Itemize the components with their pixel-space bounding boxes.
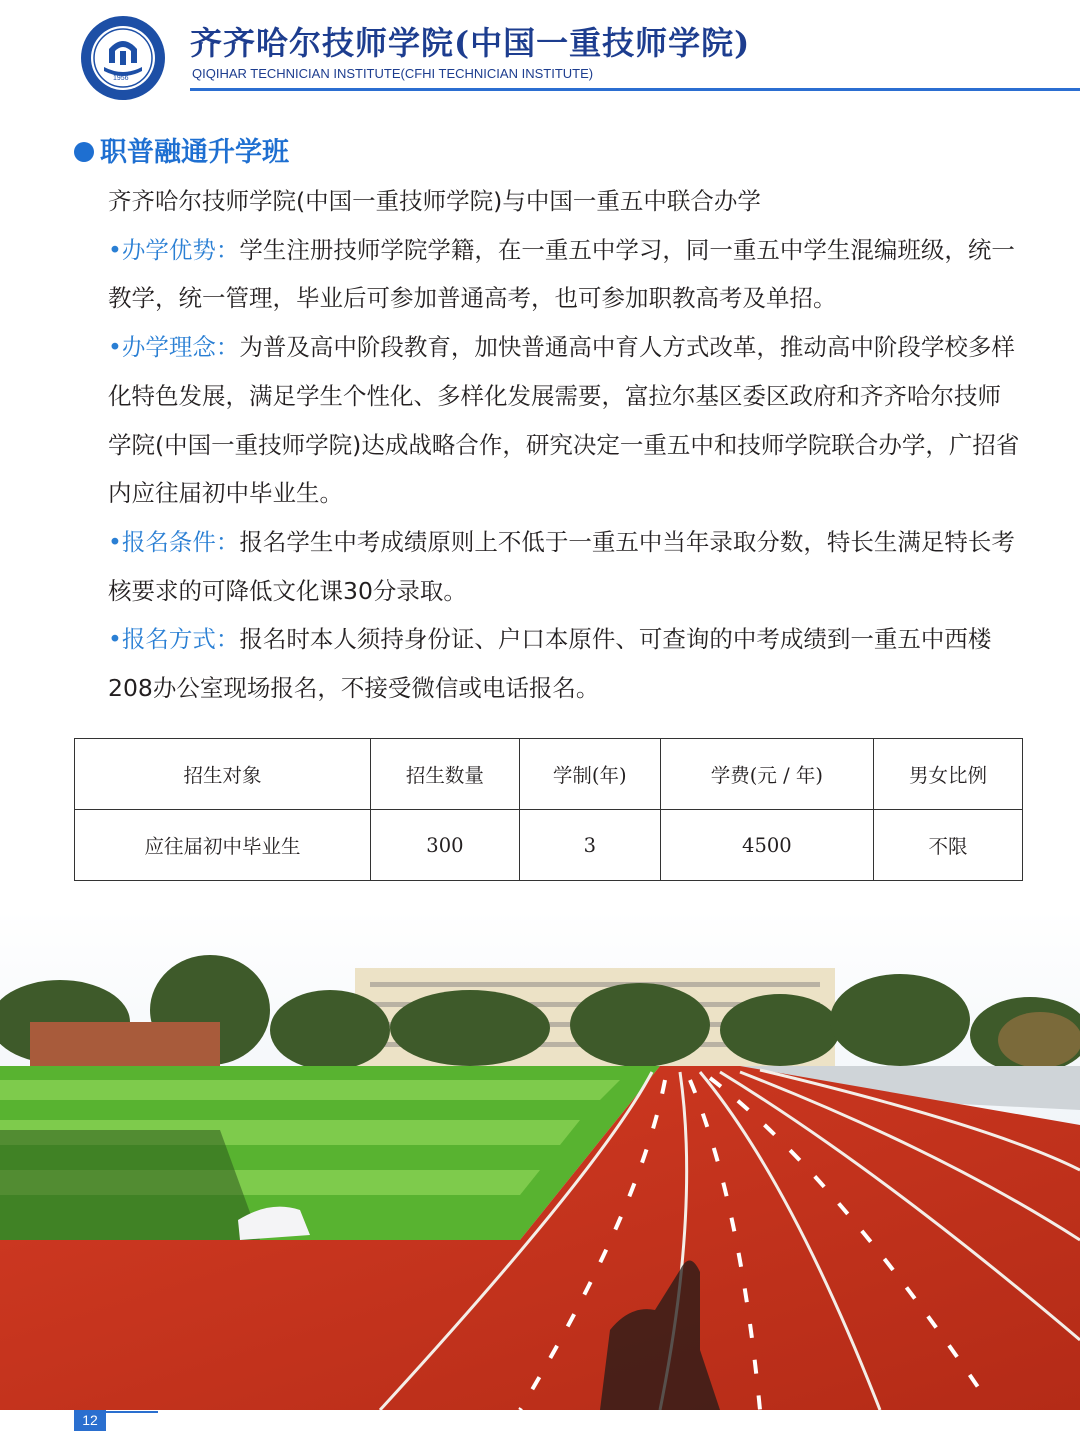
- text-philosophy: 为普及高中阶段教育，加快普通高中育人方式改革，推动高中阶段学校多样化特色发展，满足学生个性化、多样化发展需要，富拉尔基区委区政府和齐齐哈尔技师学院(中国一重技师学院)达成战略合作，研究决定一重五中和技师学院联合办学，广招省内应往届初中毕业生。: [108, 333, 1020, 508]
- label-philosophy: •办学理念：: [108, 333, 240, 362]
- header-divider: [190, 88, 1080, 91]
- table-header-row: [75, 739, 1023, 810]
- paragraph-conditions: [68, 518, 1020, 615]
- text-conditions: 报名学生中考成绩原则上不低于一重五中当年录取分数，特长生满足特长考核要求的可降低文化课30分录取。: [108, 527, 1015, 605]
- label-conditions: •报名条件：: [108, 527, 240, 556]
- page-number-line: [106, 1411, 158, 1413]
- section-title: [74, 130, 289, 169]
- school-name-en: QIQIHAR TECHNICIAN INSTITUTE(CFHI TECHNICIAN INSTITUTE): [192, 66, 594, 81]
- label-advantage: •办学优势：: [108, 235, 240, 264]
- table-cell: 3: [519, 810, 660, 881]
- intro-paragraph: 齐齐哈尔技师学院(中国一重技师学院)与中国一重五中联合办学: [108, 187, 761, 215]
- page-number: 12: [74, 1410, 106, 1431]
- school-logo-icon: [80, 15, 166, 101]
- label-method: •报名方式：: [108, 625, 240, 654]
- paragraph-advantage: [68, 226, 1020, 323]
- table-row: [75, 810, 1023, 881]
- table-cell: 应往届初中毕业生: [75, 810, 371, 881]
- sports-field-photo: [0, 910, 1080, 1410]
- section-title-text: 职普融通升学班: [100, 137, 289, 168]
- table-cell: 300: [370, 810, 519, 881]
- logo-year: 1956: [113, 75, 129, 82]
- bullet-icon: [74, 142, 94, 162]
- table-header-cell: 学制(年): [519, 739, 660, 810]
- table-header-cell: 学费(元 / 年): [660, 739, 873, 810]
- paragraph-philosophy: [68, 323, 1020, 518]
- table-cell: 不限: [874, 810, 1023, 881]
- school-name-cn: 齐齐哈尔技师学院(中国一重技师学院): [190, 24, 751, 62]
- section-content: [68, 177, 1020, 713]
- page-header: [0, 0, 1080, 110]
- enrollment-table: [74, 738, 1023, 881]
- text-advantage: 学生注册技师学院学籍，在一重五中学习，同一重五中学生混编班级，统一教学，统一管理，毕业后可参加普通高考，也可参加职教高考及单招。: [108, 235, 1015, 313]
- paragraph-method: [68, 615, 1020, 712]
- table-header-cell: 招生数量: [370, 739, 519, 810]
- table-cell: 4500: [660, 810, 873, 881]
- table-header-cell: 男女比例: [874, 739, 1023, 810]
- table-header-cell: 招生对象: [75, 739, 371, 810]
- text-method: 报名时本人须持身份证、户口本原件、可查询的中考成绩到一重五中西楼208办公室现场报名，不接受微信或电话报名。: [108, 625, 992, 703]
